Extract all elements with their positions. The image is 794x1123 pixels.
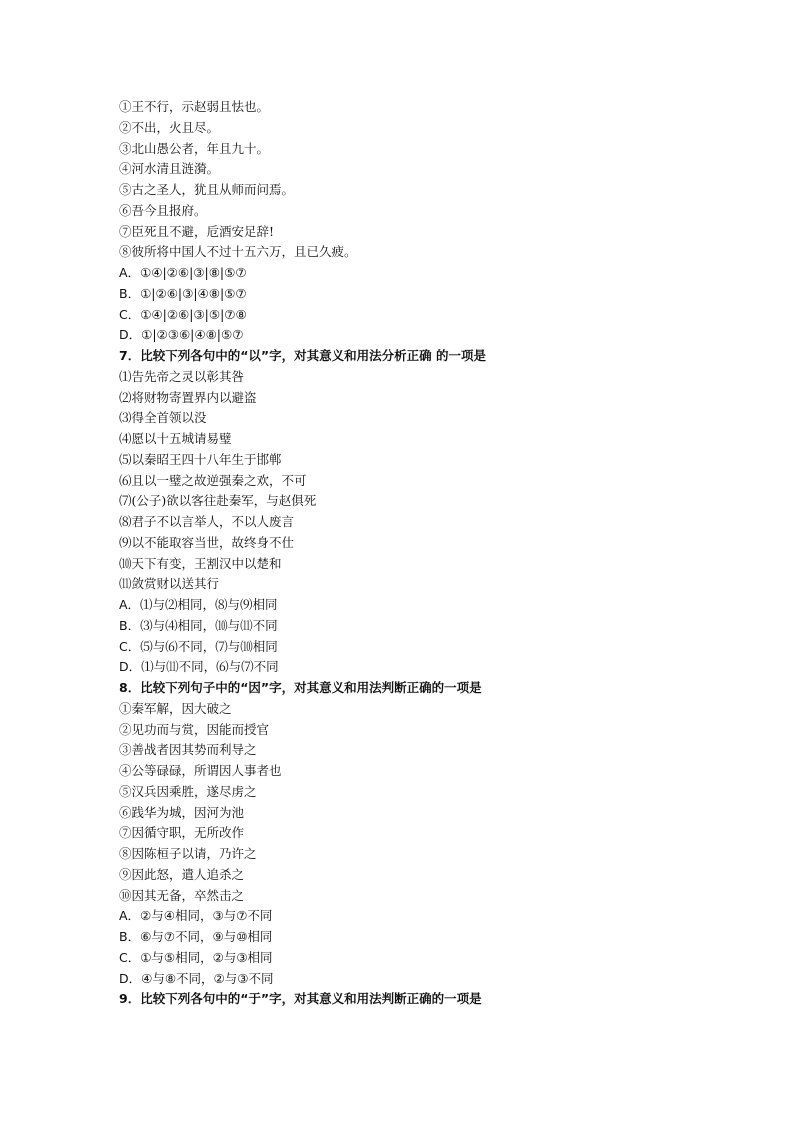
item-line: ⑥吾今且报府。: [119, 202, 207, 218]
item-line: ②不出，火且尽。: [119, 119, 220, 135]
item-line: ⑹且以一璧之故逆强秦之欢，不可: [119, 472, 307, 488]
item-line: ⑺(公子)欲以客往赴秦军，与赵俱死: [119, 493, 317, 509]
option-a: A．②与④相同，③与⑦不同: [119, 908, 273, 924]
item-line: ①秦军解，因大破之: [119, 700, 232, 716]
item-line: ⑥践华为城，因河为池: [119, 804, 245, 820]
option-c: C．⑸与⑹不同，⑺与⑽相同: [119, 638, 278, 654]
option-d: D．④与⑧不同，②与③不同: [119, 970, 274, 986]
item-line: ⑧因陈桓子以请，乃许之: [119, 846, 257, 861]
item-line: ⑾敛赏财以送其行: [119, 576, 220, 592]
document-page: [119, 97, 679, 1010]
option-d: D．⑴与⑾不同，⑹与⑺不同: [119, 659, 279, 675]
item-line: ⑼以不能取容当世，故终身不仕: [119, 534, 295, 550]
item-line: ⑦臣死且不避，卮酒安足辞!: [119, 223, 275, 239]
item-line: ③善战者因其势而利导之: [119, 742, 257, 758]
item-line: ⑶得全首领以没: [119, 410, 207, 426]
option-a: A．①④|②⑥|③|⑧|⑤⑦: [119, 265, 247, 280]
item-line: ①王不行，示赵弱且怯也。: [119, 99, 270, 114]
question-8-title: 8．比较下列句子中的“因”字，对其意义和用法判断正确的一项是: [119, 680, 482, 695]
item-line: ⑵将财物寄置界内以避盗: [119, 389, 257, 405]
item-line: ⑽天下有变，王割汉中以楚和: [119, 555, 282, 571]
item-line: ⑦因循守职，无所改作: [119, 825, 245, 841]
item-line: ⑷愿以十五城请易璧: [119, 431, 232, 446]
item-line: ⑴告先帝之灵以彰其咎: [119, 368, 245, 384]
question-9-title: 9．比较下列各句中的“于”字，对其意义和用法判断正确的一项是: [119, 991, 482, 1007]
option-a: A．⑴与⑵相同，⑻与⑼相同: [119, 597, 278, 612]
option-c: C．①与⑤相同，②与③相同: [119, 949, 273, 965]
item-line: ③北山愚公者，年且九十。: [119, 140, 270, 156]
item-line: ⑤汉兵因乘胜，遂尽虏之: [119, 783, 257, 799]
item-line: ⑤古之圣人，犹且从师而问焉。: [119, 182, 295, 197]
option-b: B．①|②⑥|③|④⑧|⑤⑦: [119, 285, 247, 301]
option-b: B．⑥与⑦不同，⑨与⑩相同: [119, 929, 273, 944]
item-line: ⑧彼所将中国人不过十五六万，且已久疲。: [119, 244, 357, 260]
question-7-title: 7．比较下列各句中的“以”字，对其意义和用法分析正确 的一项是: [119, 348, 486, 363]
item-line: ⑸以秦昭王四十八年生于邯郸: [119, 451, 282, 467]
item-line: ⑻君子不以言举人，不以人废言: [119, 514, 295, 529]
item-line: ④公等碌碌，所谓因人事者也: [119, 763, 282, 778]
option-c: C．①④|②⑥|③|⑤|⑦⑧: [119, 306, 247, 322]
item-line: ⑨因此怒，遣人追杀之: [119, 866, 245, 882]
item-line: ②见功而与赏，因能而授官: [119, 721, 270, 737]
option-d: D．①|②③⑥|④⑧|⑤⑦: [119, 327, 244, 343]
option-b: B．⑶与⑷相同，⑽与⑾不同: [119, 617, 278, 633]
item-line: ⑩因其无备，卒然击之: [119, 887, 245, 903]
item-line: ④河水清且涟漪。: [119, 161, 220, 177]
